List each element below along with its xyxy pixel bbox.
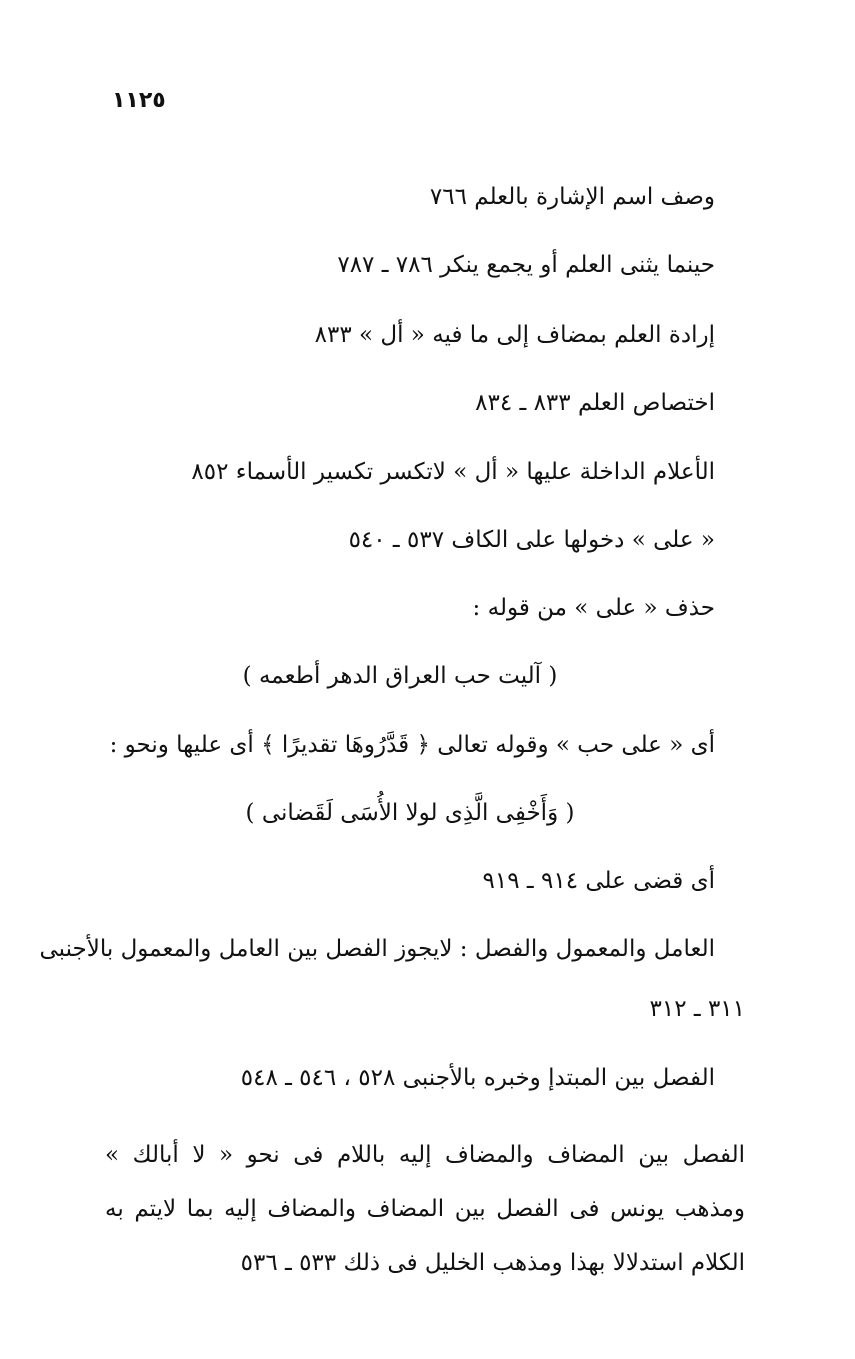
index-entry: أى « على حب » وقوله تعالى ﴿ قَدَّرُوهَا تقديرًا ﴾ أى عليها ونحو : bbox=[109, 732, 715, 758]
index-entry: العامل والمعمول والفصل : لايجوز الفصل بين العامل والمعمول بالأجنبى bbox=[39, 936, 715, 962]
index-entry: « على » دخولها على الكاف ٥٣٧ ـ ٥٤٠ bbox=[348, 527, 715, 553]
verse-line: ( آليت حب العراق الدهر أطعمه ) bbox=[242, 663, 558, 689]
index-entry: أى قضى على ٩١٤ ـ ٩١٩ bbox=[482, 868, 715, 894]
index-entry: وصف اسم الإشارة بالعلم ٧٦٦ bbox=[429, 184, 715, 210]
index-entry-continuation: ٣١١ ـ ٣١٢ bbox=[649, 996, 745, 1022]
page-number: ١١٢٥ bbox=[112, 88, 166, 113]
index-paragraph: الفصل بين المضاف والمضاف إليه باللام فى نحو « لا أبالك » ومذهب يونس فى الفصل بين المضاف والمضاف إليه بما لايتم به الكلام استدلالا بهذا ومذهب الخليل فى ذلك ٥٣٣ ـ ٥٣٦ bbox=[105, 1142, 745, 1276]
index-entry: حينما يثنى العلم أو يجمع ينكر ٧٨٦ ـ ٧٨٧ bbox=[337, 252, 715, 278]
index-entry: الأعلام الداخلة عليها « أل » لاتكسر تكسير الأسماء ٨٥٢ bbox=[191, 459, 715, 485]
index-entry: حذف « على » من قوله : bbox=[472, 595, 715, 621]
verse-line: ( وَأَخْفِى الَّذِى لولا الأُسَى لَقَضانى ) bbox=[245, 800, 575, 826]
index-entry: الفصل بين المبتدإ وخبره بالأجنبى ٥٢٨ ، ٥٤٦ ـ ٥٤٨ bbox=[240, 1065, 715, 1091]
index-entry: اختصاص العلم ٨٣٣ ـ ٨٣٤ bbox=[475, 390, 715, 416]
index-entry: إرادة العلم بمضاف إلى ما فيه « أل » ٨٣٣ bbox=[314, 322, 715, 348]
